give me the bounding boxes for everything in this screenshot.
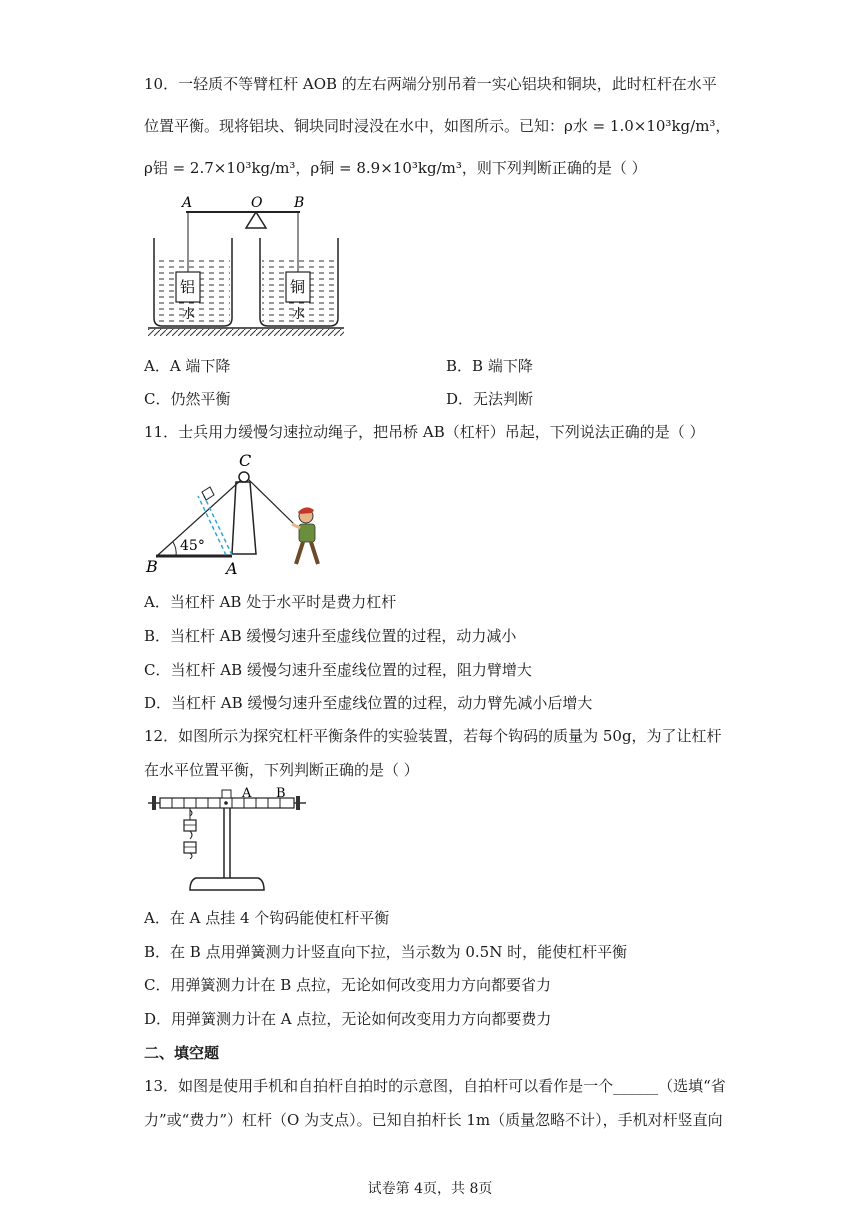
q11-option-a[interactable]: A．当杠杆 AB 处于水平时是费力杠杆 [144, 593, 397, 611]
q10-block-cu: 铜 [290, 278, 306, 296]
q10-block-al: 铝 [180, 278, 196, 296]
q11-option-c[interactable]: C．当杠杆 AB 缓慢匀速升至虚线位置的过程，阻力臂增大 [144, 661, 532, 679]
q11-label-a: A [226, 559, 238, 578]
q11-angle-label: 45° [180, 538, 205, 554]
q10-stem-line1: 10．一轻质不等臂杠杆 AOB 的左右两端分别吊着一实心铝块和铜块，此时杠杆在水平 [144, 75, 717, 93]
q10-stem-line2: 位置平衡。现将铝块、铜块同时浸没在水中，如图所示。已知：ρ水 = 1.0×10³kg/m³， [144, 117, 731, 135]
q10-water-right: 水 [292, 307, 306, 322]
q12-option-a[interactable]: A．在 A 点挂 4 个钩码能使杠杆平衡 [144, 909, 390, 927]
q11-option-b[interactable]: B．当杠杆 AB 缓慢匀速升至虚线位置的过程，动力减小 [144, 627, 517, 645]
q13-stem-line1: 13．如图是使用手机和自拍杆自拍时的示意图，自拍杆可以看作是一个______（选填“省 [144, 1077, 726, 1095]
q10-option-c[interactable]: C．仍然平衡 [144, 390, 231, 408]
q11-label-c: C [239, 452, 252, 470]
q10-label-a: A [182, 195, 193, 211]
q12-label-a: A [242, 786, 252, 801]
q12-label-b: B [276, 786, 286, 801]
q12-lever-apparatus-figure [146, 786, 308, 898]
q10-label-o: O [251, 195, 263, 211]
q11-label-b: B [146, 557, 158, 576]
q10-label-b: B [294, 195, 305, 211]
section-heading-fill-in: 二、填空题 [144, 1044, 220, 1062]
q10-option-b[interactable]: B．B 端下降 [446, 357, 533, 375]
q11-option-d[interactable]: D．当杠杆 AB 缓慢匀速升至虚线位置的过程，动力臂先减小后增大 [144, 694, 593, 712]
q12-option-d[interactable]: D．用弹簧测力计在 A 点拉，无论如何改变用力方向都要费力 [144, 1010, 552, 1028]
q10-option-d[interactable]: D．无法判断 [446, 390, 534, 408]
q13-stem-line2: 力”或“费力”）杠杆（O 为支点）。已知自拍杆长 1m（质量忽略不计），手机对杆竖直向 [144, 1111, 723, 1129]
q10-option-a[interactable]: A．A 端下降 [144, 357, 231, 375]
q12-option-c[interactable]: C．用弹簧测力计在 B 点拉，无论如何改变用力方向都要省力 [144, 976, 552, 994]
q11-stem: 11．士兵用力缓慢匀速拉动绳子，把吊桥 AB（杠杆）吊起，下列说法正确的是（ ） [144, 423, 705, 441]
q12-stem-line1: 12．如图所示为探究杠杆平衡条件的实验装置，若每个钩码的质量为 50g，为了让杠杆 [144, 727, 722, 745]
page-footer: 试卷第 4页，共 8页 [367, 1181, 493, 1197]
q12-stem-line2: 在水平位置平衡，下列判断正确的是（ ） [144, 761, 419, 779]
q10-stem-line3: ρ铝 = 2.7×10³kg/m³，ρ铜 = 8.9×10³kg/m³，则下列判断正确的是（ ） [144, 159, 647, 177]
q10-water-left: 水 [182, 307, 196, 322]
q10-lever-figure [148, 192, 348, 342]
q12-option-b[interactable]: B．在 B 点用弹簧测力计竖直向下拉，当示数为 0.5N 时，能使杠杆平衡 [144, 943, 628, 961]
q11-drawbridge-figure [144, 452, 334, 580]
